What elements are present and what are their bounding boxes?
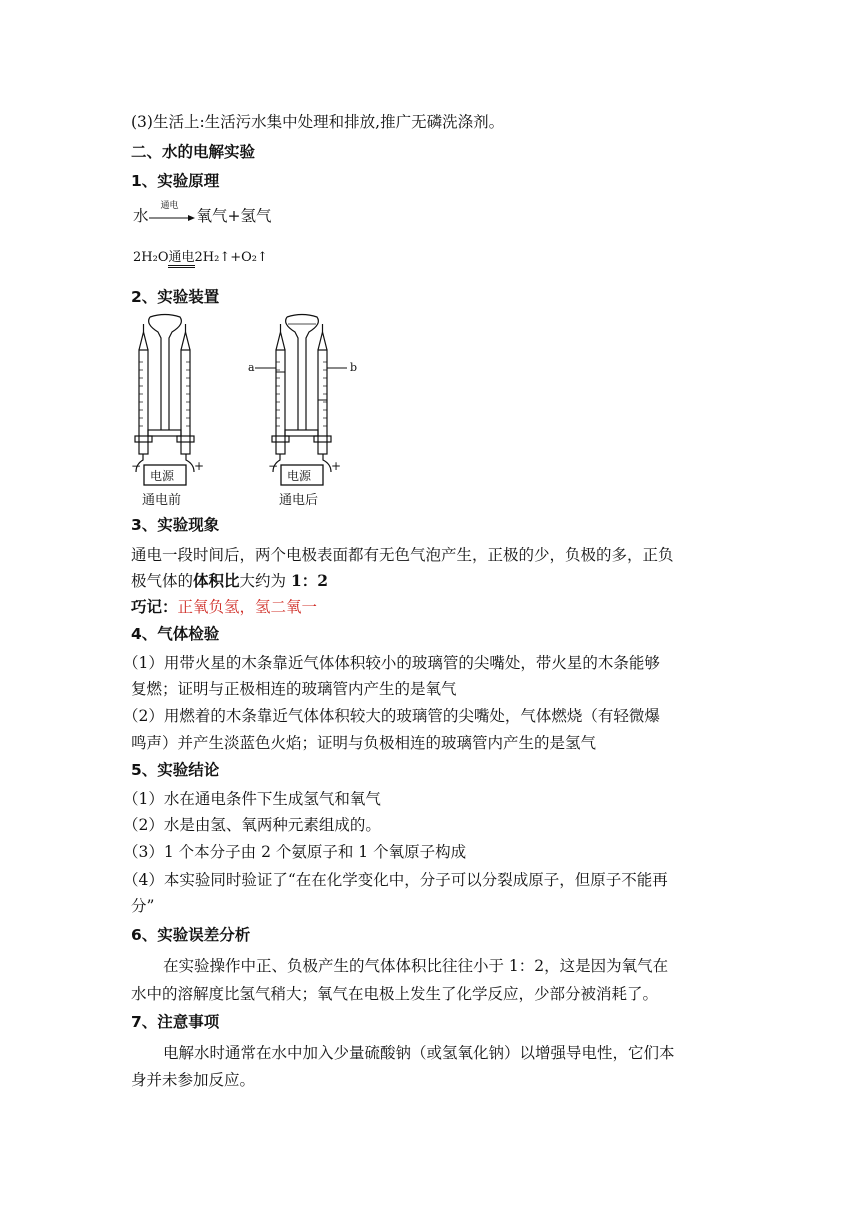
error-analysis-line-1: 在实验操作中正、负极产生的气体体积比往往小于 1：2，这是因为氧气在 [163, 957, 669, 975]
conclusion-4: （4）本实验同时验证了“在在化学变化中，分子可以分裂成原子，但原子不能再 [123, 871, 668, 889]
reaction-arrow [149, 201, 197, 224]
caption-after: 通电后 [279, 493, 319, 508]
subheading-phenomenon: 3、实验现象 [131, 516, 220, 534]
apparatus-before [135, 315, 194, 486]
subheading-principle: 1、实验原理 [131, 172, 220, 190]
notes-line-2: 身并未参加反应。 [131, 1071, 256, 1089]
word-eq-right: 氧气+氢气 [196, 207, 272, 225]
subheading-apparatus: 2、实验装置 [131, 288, 220, 306]
electrolysis-apparatus-figure [128, 312, 368, 512]
gas-test-line-1: （1）用带火星的木条靠近气体体积较小的玻璃管的尖嘴处，带火星的木条能够 [123, 654, 660, 672]
conclusion-2: （2）水是由氢、氧两种元素组成的。 [123, 816, 381, 834]
pollution-measure-line: (3)生活上:生活污水集中处理和排放,推广无磷洗涤剂。 [131, 113, 505, 131]
ratio-mid: 大约为 [239, 572, 291, 590]
label-b: b [350, 361, 358, 374]
power-label-after: 电源 [287, 469, 312, 483]
label-a: a [248, 361, 255, 374]
conclusion-3: （3）1 个本分子由 2 个氨原子和 1 个氧原子构成 [123, 843, 467, 861]
chem-eq-right: 2H₂↑+O₂↑ [194, 250, 268, 265]
arrow-icon [149, 210, 197, 224]
minus-sign-before: − [131, 459, 142, 473]
ratio-prefix: 极气体的 [131, 572, 194, 590]
chem-eq-condition: 通电 [168, 251, 194, 268]
word-equation [133, 201, 272, 226]
section-heading-electrolysis: 二、水的电解实验 [131, 143, 256, 161]
subheading-gas-test: 4、气体检验 [131, 625, 220, 643]
plus-sign-before: + [194, 459, 205, 473]
memory-tip [131, 597, 317, 617]
chemical-equation [133, 248, 268, 268]
tip-label: 巧记： [131, 598, 178, 616]
gas-test-line-3: （2）用燃着的木条靠近气体体积较大的玻璃管的尖嘴处，气体燃烧（有轻微爆 [123, 707, 660, 725]
minus-sign-after: − [268, 459, 279, 473]
caption-before: 通电前 [142, 493, 182, 508]
notes-line-1: 电解水时通常在水中加入少量硫酸钠（或氢氧化钠）以增强导电性，它们本 [163, 1044, 675, 1062]
word-eq-left: 水 [133, 207, 149, 225]
ratio-value: 1：2 [290, 571, 329, 590]
phenomenon-line-2 [131, 571, 328, 591]
subheading-error-analysis: 6、实验误差分析 [131, 926, 251, 944]
tip-text: 正氧负氢，氢二氧一 [177, 598, 318, 616]
word-eq-condition: 通电 [160, 201, 179, 211]
conclusion-4-cont: 分” [131, 897, 155, 915]
subheading-notes: 7、注意事项 [131, 1013, 220, 1031]
chem-eq-left: 2H₂O [133, 250, 169, 265]
subheading-conclusion: 5、实验结论 [131, 761, 220, 779]
error-analysis-line-2: 水中的溶解度比氢气稍大；氧气在电极上发生了化学反应，少部分被消耗了。 [131, 985, 659, 1003]
conclusion-1: （1）水在通电条件下生成氢气和氧气 [123, 790, 381, 808]
volume-ratio-term: 体积比 [193, 571, 240, 590]
gas-test-line-4: 鸣声）并产生淡蓝色火焰；证明与负极相连的玻璃管内产生的是氢气 [131, 734, 597, 752]
plus-sign-after: + [331, 459, 342, 473]
gas-test-line-2: 复燃；证明与正极相连的玻璃管内产生的是氧气 [131, 680, 457, 698]
power-label-before: 电源 [150, 469, 175, 483]
phenomenon-line-1: 通电一段时间后，两个电极表面都有无色气泡产生，正极的少，负极的多，正负 [131, 546, 674, 564]
